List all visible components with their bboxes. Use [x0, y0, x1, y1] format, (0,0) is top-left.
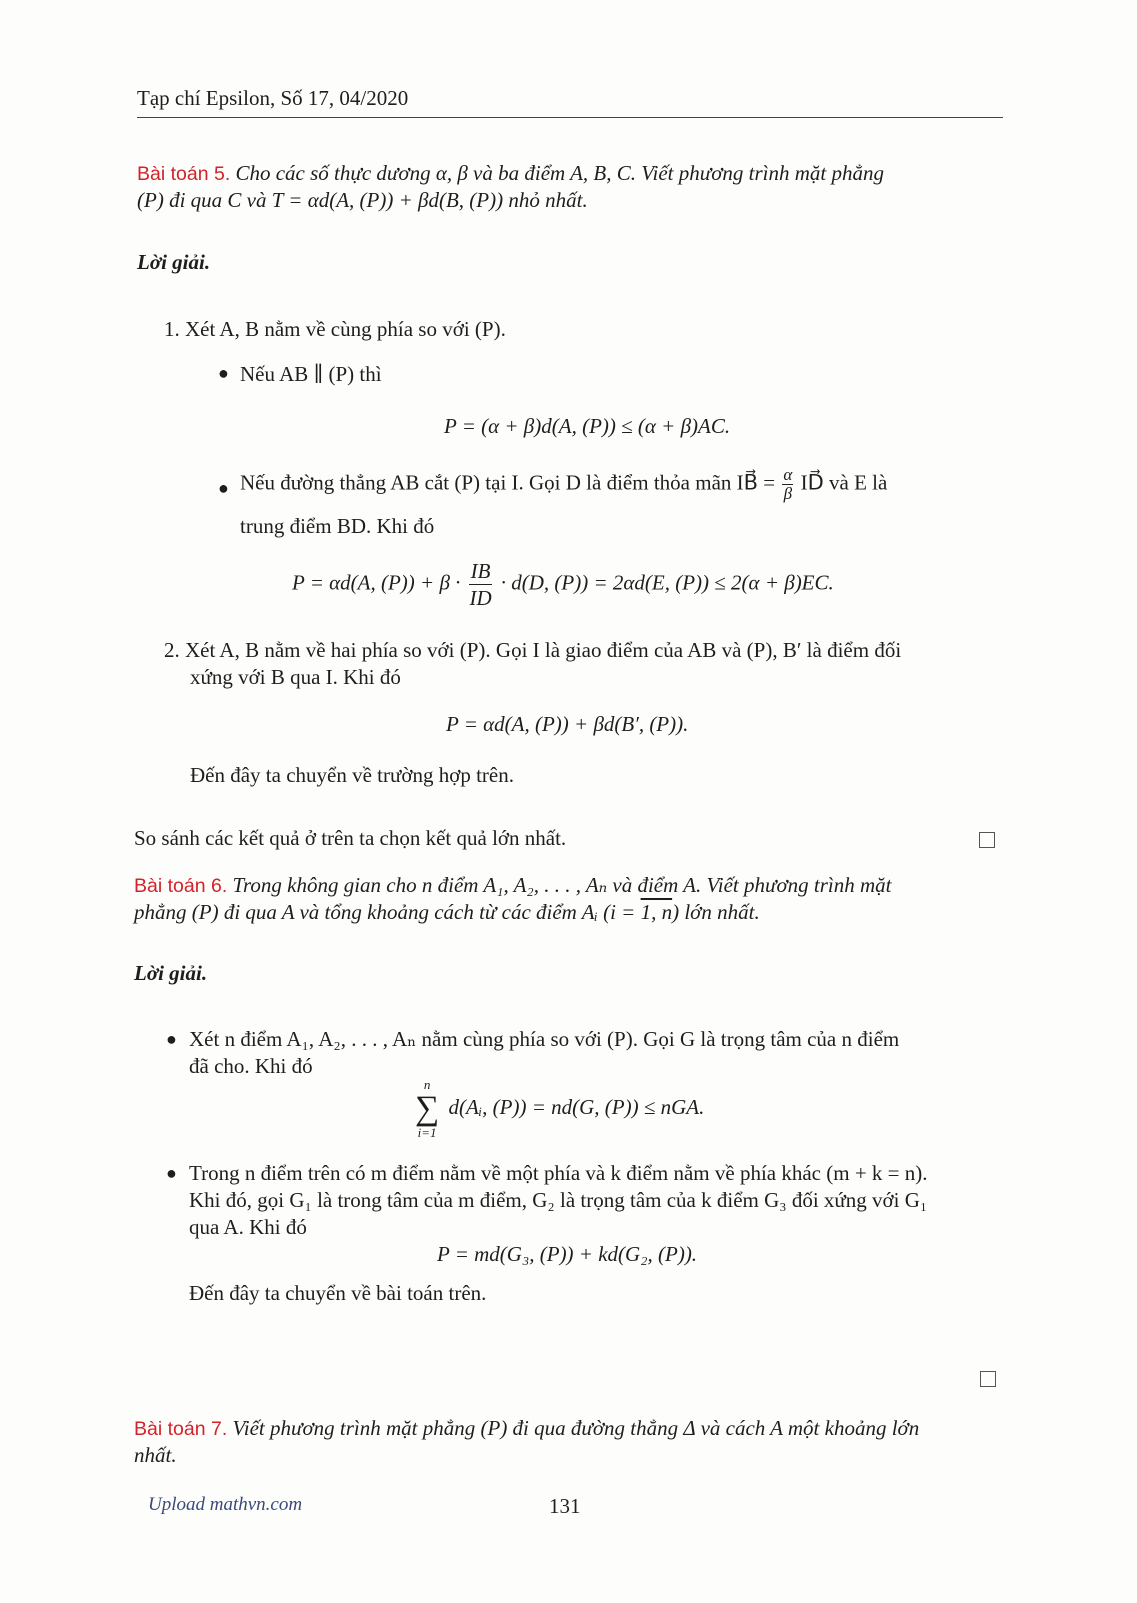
problem5-bullet2-line2: trung điểm BD. Khi đó	[240, 514, 435, 538]
fraction-numerator: α	[783, 465, 793, 484]
problem6-formula4	[415, 1078, 704, 1140]
sum-lower-limit: i=1	[417, 1125, 437, 1140]
problem5-bullet2-text-b: ID⃗ và E là	[800, 470, 888, 495]
sum-upper-limit: n	[423, 1077, 431, 1092]
problem6-end: Đến đây ta chuyển về bài toán trên.	[189, 1281, 487, 1305]
fraction-denominator: ID	[469, 586, 492, 610]
problem5-bullet1: Nếu AB ∥ (P) thì	[240, 362, 382, 386]
problem6-bullet1-line2: đã cho. Khi đó	[189, 1054, 313, 1078]
problem6-text-l2-a: phẳng (P) đi qua A và tổng khoảng cách từ các điểm Aᵢ (i =	[134, 900, 636, 924]
problem5-formula3: P = αd(A, (P)) + βd(B′, (P)).	[446, 712, 689, 736]
formula2-left: P = αd(A, (P)) + β ·	[292, 570, 461, 595]
problem6-formula5: P = md(G₃, (P)) + kd(G₂, (P)).	[437, 1242, 698, 1266]
index-range: 1, n	[640, 900, 673, 924]
problem5-case2-line2: xứng với B qua I. Khi đó	[190, 665, 401, 689]
problem7-statement-line1	[134, 1415, 919, 1443]
ib-over-id-fraction	[469, 558, 493, 611]
problem7-text-l2: nhất.	[134, 1443, 177, 1467]
problem5-case2-end: Đến đây ta chuyển về trường hợp trên.	[190, 763, 514, 787]
problem5-label: Bài toán 5.	[137, 163, 231, 185]
fraction-numerator: IB	[470, 559, 491, 583]
summation-symbol	[415, 1078, 439, 1140]
problem7-text-l1: Viết phương trình mặt phẳng (P) đi qua đường thẳng Δ và cách A một khoảng lớn	[232, 1416, 920, 1440]
running-header: Tạp chí Epsilon, Số 17, 04/2020	[137, 86, 409, 110]
problem5-conclusion: So sánh các kết quả ở trên ta chọn kết quả lớn nhất.	[134, 826, 567, 850]
problem5-solution-label: Lời giải.	[137, 250, 211, 274]
sigma-icon: ∑	[415, 1090, 440, 1127]
page-number: 131	[549, 1494, 581, 1518]
problem5-text-l2: (P) đi qua C và T = αd(A, (P)) + βd(B, (P)) nhỏ nhất.	[137, 188, 588, 212]
formula2-right: · d(D, (P)) = 2αd(E, (P)) ≤ 2(α + β)EC.	[500, 570, 834, 595]
problem6-text-l2-b: ) lớn nhất.	[672, 900, 760, 924]
bullet-icon: ●	[218, 478, 229, 498]
problem5-case1: 1. Xét A, B nằm về cùng phía so với (P).	[164, 317, 506, 341]
problem6-label: Bài toán 6.	[134, 875, 228, 897]
qed-square-icon	[980, 1371, 996, 1387]
problem5-bullet2-line1	[240, 466, 887, 503]
problem5-bullet2-text-a: Nếu đường thẳng AB cắt (P) tại I. Gọi D là điểm thỏa mãn IB⃗ =	[240, 470, 776, 495]
header-rule	[137, 117, 1003, 118]
bullet-icon: ●	[218, 363, 229, 383]
footer-source: Upload mathvn.com	[148, 1494, 303, 1515]
problem5-text-l1: Cho các số thực dương α, β và ba điểm A, B, C. Viết phương trình mặt phẳng	[235, 161, 884, 185]
problem6-statement-line1	[134, 872, 892, 900]
problem6-solution-label: Lời giải.	[134, 961, 208, 985]
formula4-body: d(Aᵢ, (P)) = nd(G, (P)) ≤ nGA.	[448, 1094, 705, 1119]
bullet-icon: ●	[166, 1163, 177, 1183]
alpha-over-beta-fraction	[782, 466, 793, 503]
problem6-bullet2-line1: Trong n điểm trên có m điểm nằm về một phía và k điểm nằm về phía khác (m + k = n).	[189, 1161, 928, 1185]
qed-square-icon	[979, 832, 995, 848]
problem5-formula1: P = (α + β)d(A, (P)) ≤ (α + β)AC.	[444, 414, 731, 438]
problem5-formula2	[292, 558, 834, 611]
problem6-bullet2-line3: qua A. Khi đó	[189, 1215, 307, 1239]
problem6-statement-line2	[134, 899, 760, 926]
problem6-text-l1: Trong không gian cho n điểm A₁, A₂, . . . , Aₙ và điểm A. Viết phương trình mặt	[232, 873, 892, 897]
bullet-icon: ●	[166, 1029, 177, 1049]
problem5-case2-line1: 2. Xét A, B nằm về hai phía so với (P). Gọi I là giao điểm của AB và (P), B′ là điểm đối	[164, 638, 902, 662]
problem7-label: Bài toán 7.	[134, 1418, 228, 1440]
problem6-bullet1-line1: Xét n điểm A₁, A₂, . . . , Aₙ nằm cùng phía so với (P). Gọi G là trọng tâm của n điểm	[189, 1027, 900, 1051]
problem6-bullet2-line2: Khi đó, gọi G₁ là trong tâm của m điểm, G₂ là trọng tâm của k điểm G₃ đối xứng với G₁	[189, 1188, 928, 1212]
problem5-statement-line1	[137, 160, 884, 188]
fraction-denominator: β	[783, 484, 793, 503]
